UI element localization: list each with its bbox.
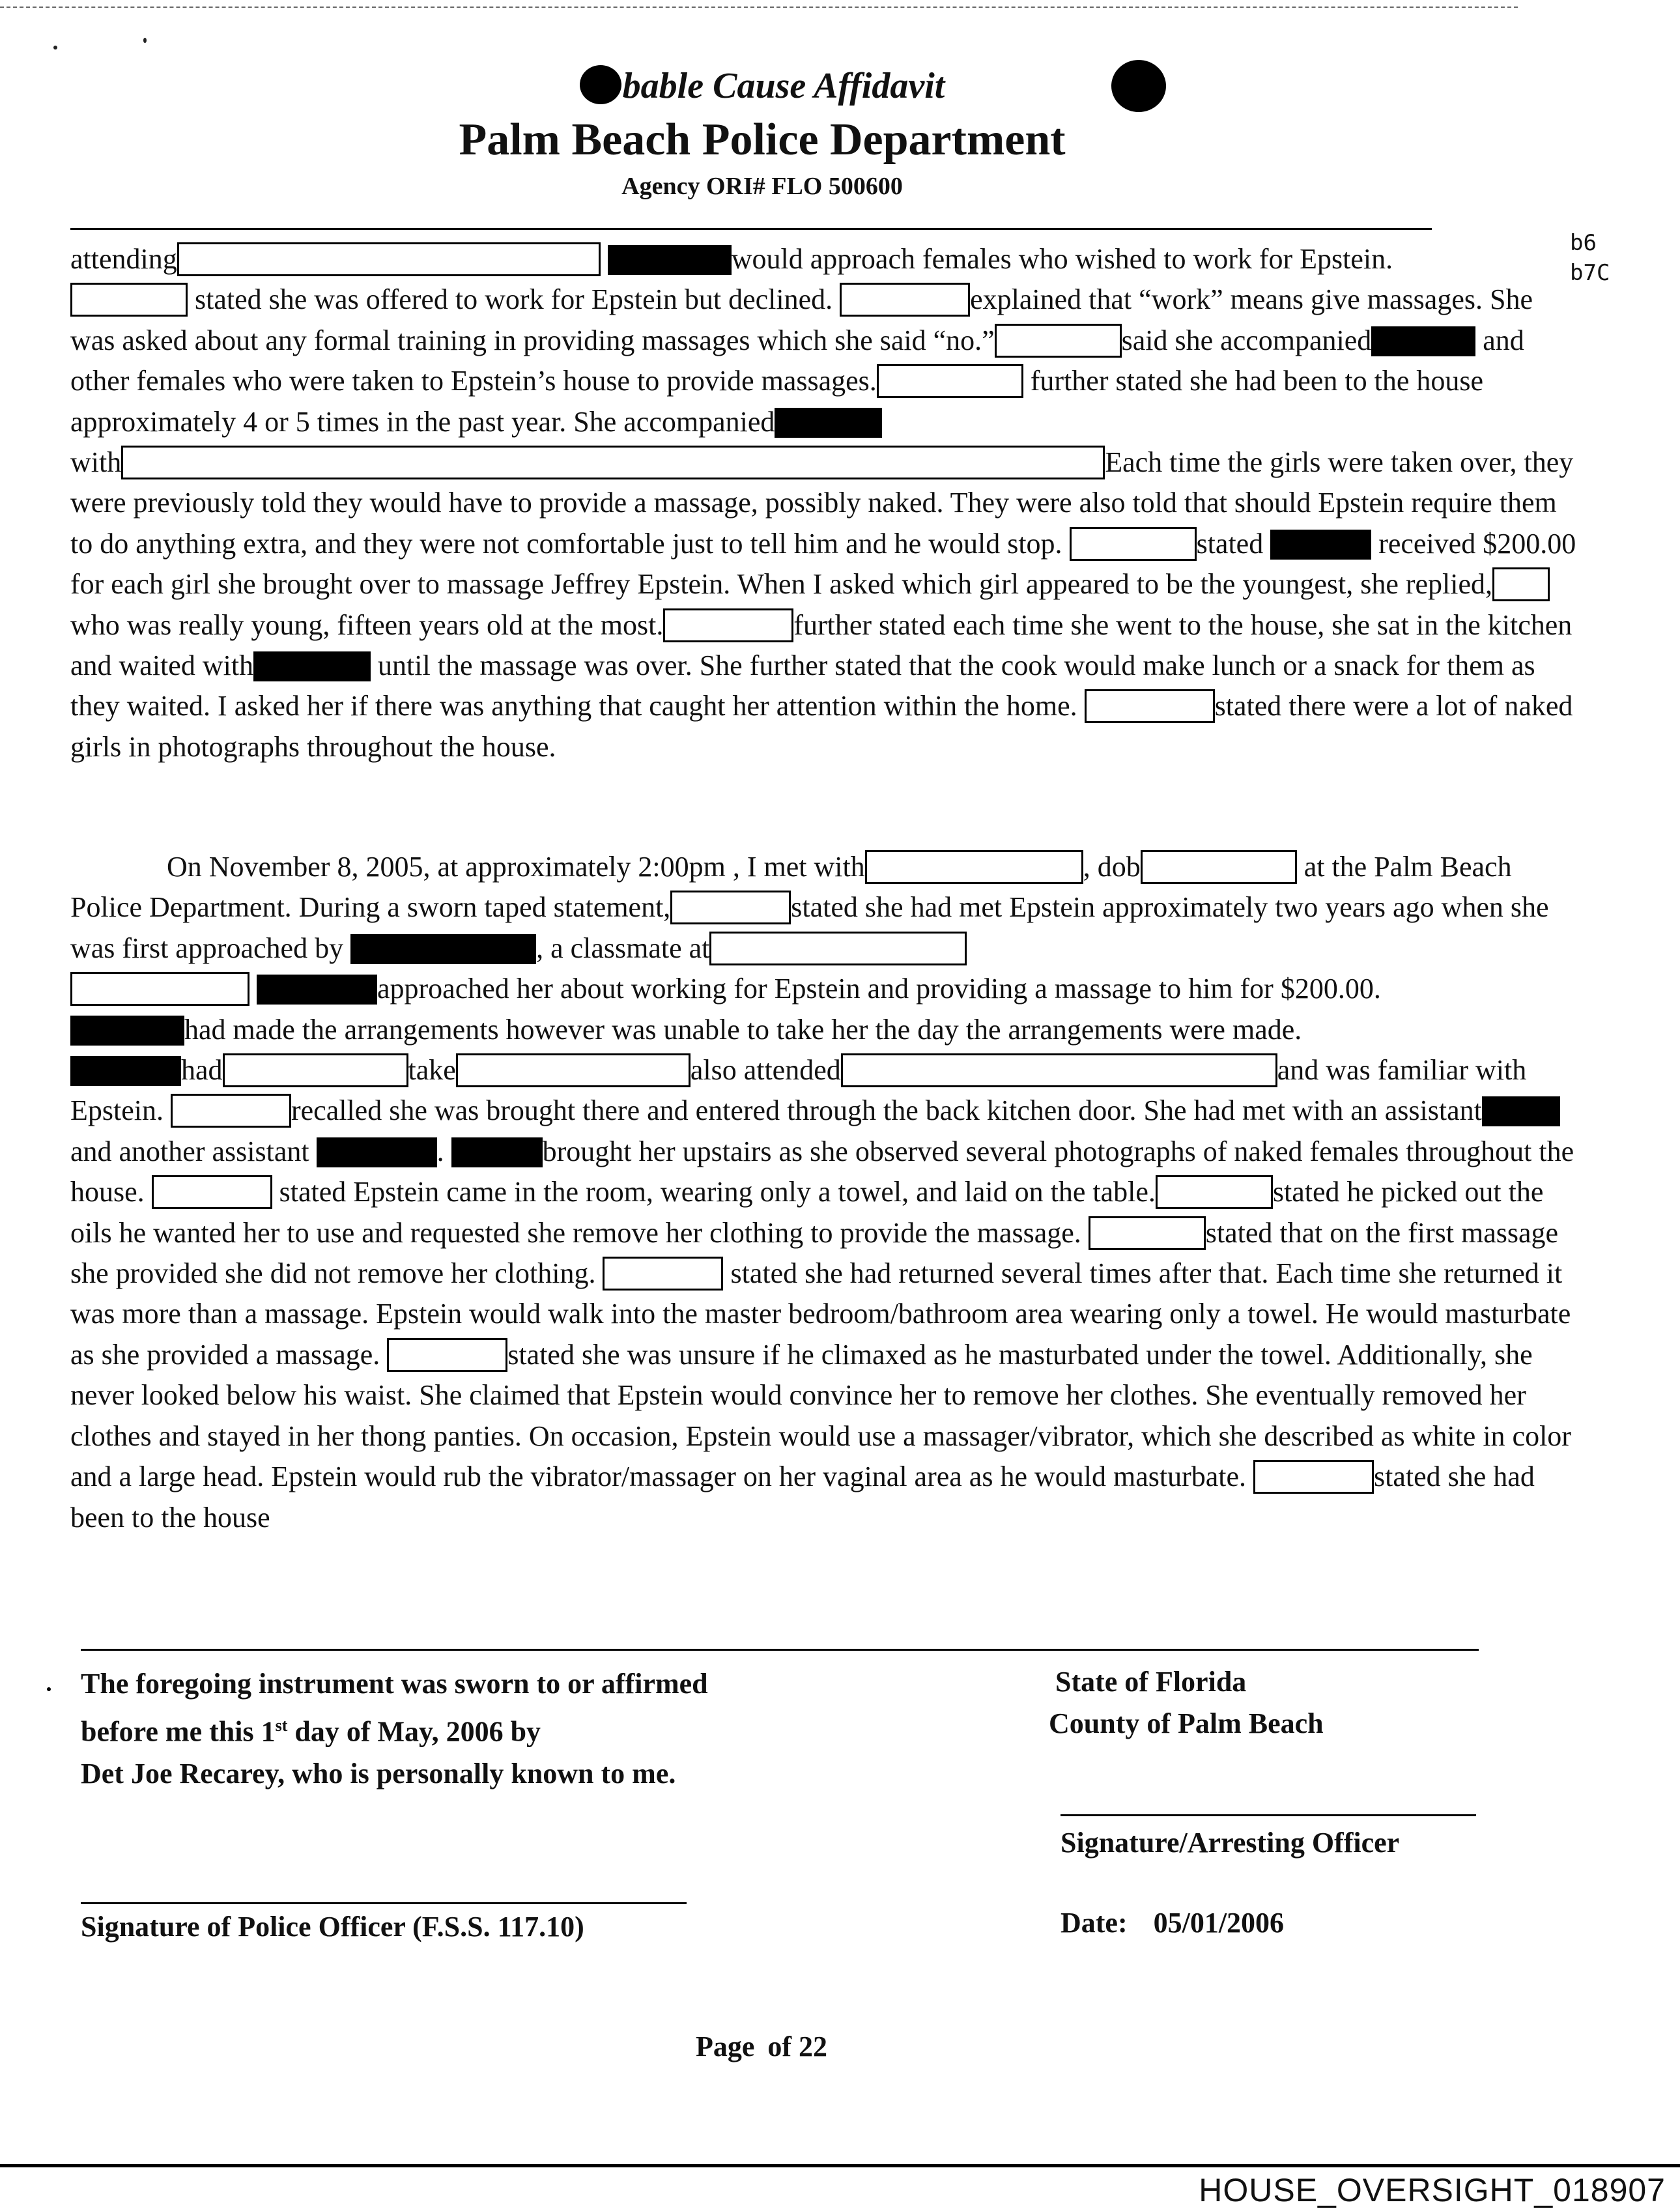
- redaction-box: [387, 1338, 507, 1372]
- text-run: further stated she had been to the house approximately 4 or 5 times in the past year. She accompanied: [70, 365, 1483, 438]
- text-run: stated he picked out the oils he wanted her to use and requested she remove her clothing to provide the massage.: [70, 1176, 1544, 1249]
- redaction-box: [841, 1053, 1277, 1087]
- redaction-block: [1371, 326, 1475, 356]
- text-run: Each time the girls were taken over, they were previously told they would have to provide a massage, possibly naked. They were also told that should Epstein require them to do anything extra, and they were not comfortable just to tell him and he would stop.: [70, 446, 1574, 560]
- affidavit-paragraph-1: [70, 239, 1582, 767]
- redaction-box: [171, 1094, 291, 1128]
- redaction-box: [152, 1175, 272, 1209]
- text-run: had: [181, 1054, 223, 1087]
- text-run: also attended: [690, 1054, 841, 1087]
- scan-top-edge: [0, 7, 1518, 8]
- text-run: stated there were a lot of naked girls in photographs throughout the house.: [70, 690, 1573, 763]
- notary-line: before me this 1st day of May, 2006 by: [81, 1715, 541, 1748]
- signature-line: [1061, 1814, 1476, 1816]
- redaction-box: [1089, 1216, 1206, 1250]
- redaction-box: [1156, 1175, 1273, 1209]
- text-run: stated: [1196, 527, 1264, 560]
- text-run: stated she had returned several times after that. Each time she returned it was more than a massage. Epstein would walk into the master bedroom/bathroom area wearing only a towel. He would masturbate as she provided a massage.: [70, 1257, 1571, 1371]
- redaction-box: [1141, 850, 1297, 884]
- redaction-block: [608, 245, 732, 275]
- redaction-box: [995, 324, 1122, 358]
- document-header: [391, 60, 1133, 205]
- county-label: County of Palm Beach: [1049, 1707, 1324, 1739]
- text-run: , a classmate at: [536, 932, 710, 964]
- text-run: stated she had been to the house: [70, 1461, 1535, 1533]
- redaction-box: [1070, 527, 1197, 561]
- redaction-box: [456, 1053, 691, 1087]
- text-run: recalled she was brought there and entered through the back kitchen door. She had met with an assistant: [291, 1094, 1482, 1127]
- text-run: received $200.00 for each girl she brought over to massage Jeffrey Epstein. When I asked which girl appeared to be the youngest, she replied,: [70, 527, 1576, 601]
- jurisdiction-block: [1049, 1661, 1324, 1745]
- text-run: and was familiar with Epstein.: [70, 1054, 1527, 1127]
- text-run: had made the arrangements however was unable to take her the day the arrangements were made.: [184, 1013, 1302, 1046]
- header-divider: [70, 228, 1432, 230]
- redaction-box: [70, 283, 188, 317]
- notary-statement: [81, 1663, 708, 1795]
- redaction-block: [1270, 530, 1371, 560]
- exemption-code: b6: [1570, 230, 1597, 256]
- redaction-block: [257, 975, 377, 1005]
- agency-ori: Agency ORI# FLO 500600: [621, 173, 903, 200]
- text-run: until the massage was over. She further stated that the cook would make lunch or a snack for them as they waited. I asked her if there was anything that caught her attention within the home.: [70, 649, 1535, 722]
- bates-number: HOUSE_OVERSIGHT_018907: [1199, 2172, 1666, 2208]
- punch-hole-mark: [1111, 60, 1166, 112]
- text-run: who was really young, fifteen years old at the most.: [70, 608, 664, 641]
- text-run: further stated each time she went to the house, she sat in the kitchen and waited with: [70, 608, 1573, 682]
- text-run: take: [408, 1054, 456, 1087]
- redaction-box: [877, 364, 1023, 398]
- date-label: Date:: [1061, 1907, 1128, 1939]
- scan-speck: [143, 38, 147, 43]
- text-run: .: [436, 1135, 444, 1167]
- redaction-box: [223, 1053, 408, 1087]
- scan-speck: [47, 1687, 51, 1691]
- text-run: stated she was offered to work for Epstein but declined.: [195, 283, 833, 316]
- text-run: stated she was unsure if he climaxed as he masturbated under the towel. Additionally, she never looked below his waist. She claimed that Epstein would convince her to remove her clothes. She eventually removed her clothes and stayed in her thong panties. On occasion, Epstein would use a massager/vibrator, which she described as white in color and a large head. Epstein would rub the vibrator/massager on her vaginal area as he would masturbate.: [70, 1338, 1571, 1493]
- text-run: stated Epstein came in the room, wearing only a towel, and laid on the table.: [279, 1176, 1156, 1208]
- redaction-box: [70, 972, 249, 1006]
- arresting-officer-signature-label: Signature/Arresting Officer: [1061, 1827, 1400, 1859]
- redaction-block: [70, 1056, 181, 1086]
- affidavit-date: [1061, 1902, 1284, 1944]
- text-run: On November 8, 2005, at approximately 2:00pm , I met with: [167, 851, 865, 883]
- police-officer-signature-label: Signature of Police Officer (F.S.S. 117.10): [81, 1911, 584, 1943]
- text-run: and other females who were taken to Epstein’s house to provide massages.: [70, 324, 1524, 397]
- redaction-box: [1492, 567, 1550, 601]
- state-label: State of Florida: [1055, 1666, 1247, 1698]
- bottom-divider: [0, 2164, 1680, 2167]
- redaction-block: [253, 651, 371, 681]
- text-run: said she accompanied: [1121, 324, 1372, 356]
- redaction-block: [317, 1137, 437, 1167]
- exemption-code: b7C: [1570, 260, 1610, 286]
- text-run: would approach females who wished to work for Epstein.: [731, 243, 1393, 275]
- redaction-block: [775, 408, 882, 438]
- redaction-box: [663, 608, 793, 642]
- redaction-box: [865, 850, 1083, 884]
- text-run: attending: [70, 243, 177, 275]
- redaction-box: [1253, 1460, 1374, 1494]
- notary-line: Det Joe Recarey, who is personally known to me.: [81, 1757, 676, 1790]
- notary-line: The foregoing instrument was sworn to or affirmed: [81, 1668, 708, 1700]
- affidavit-paragraph-2: [70, 847, 1582, 1538]
- document-title: bable Cause Affidavit: [391, 60, 1133, 112]
- text-run: stated she had met Epstein approximately two years ago when she was first approached by: [70, 891, 1549, 964]
- text-run: explained that “work” means give massages. She was asked about any formal training in providing massages which she said “no.”: [70, 283, 1533, 356]
- redaction-block: [451, 1137, 543, 1167]
- text-run: brought her upstairs as she observed several photographs of naked females throughout the house.: [70, 1135, 1574, 1208]
- text-run: approached her about working for Epstein and providing a massage to him for $200.00.: [377, 973, 1381, 1005]
- redaction-box: [603, 1257, 723, 1291]
- redaction-box: [121, 446, 1105, 479]
- redaction-box: [840, 283, 970, 317]
- redaction-block: [1482, 1096, 1560, 1126]
- redaction-box: [670, 891, 791, 924]
- text-run: , dob: [1083, 851, 1141, 883]
- footer-divider: [81, 1649, 1479, 1651]
- redaction-block: [70, 1016, 184, 1046]
- punch-hole-mark: [580, 65, 621, 104]
- text-run: and another assistant: [70, 1135, 309, 1167]
- department-name: Palm Beach Police Department: [459, 115, 1066, 165]
- page-number: Page of 22: [696, 2031, 828, 2062]
- redaction-box: [1085, 689, 1215, 723]
- signature-line: [81, 1902, 687, 1904]
- redaction-box: [177, 242, 601, 276]
- redaction-box: [709, 932, 967, 965]
- text-run: at the Palm Beach Police Department. During a sworn taped statement,: [70, 851, 1512, 924]
- date-value: 05/01/2006: [1153, 1907, 1285, 1939]
- redaction-block: [350, 934, 536, 964]
- text-run: stated that on the first massage she provided she did not remove her clothing.: [70, 1216, 1559, 1290]
- scan-speck: [53, 46, 57, 50]
- text-run: with: [70, 446, 122, 479]
